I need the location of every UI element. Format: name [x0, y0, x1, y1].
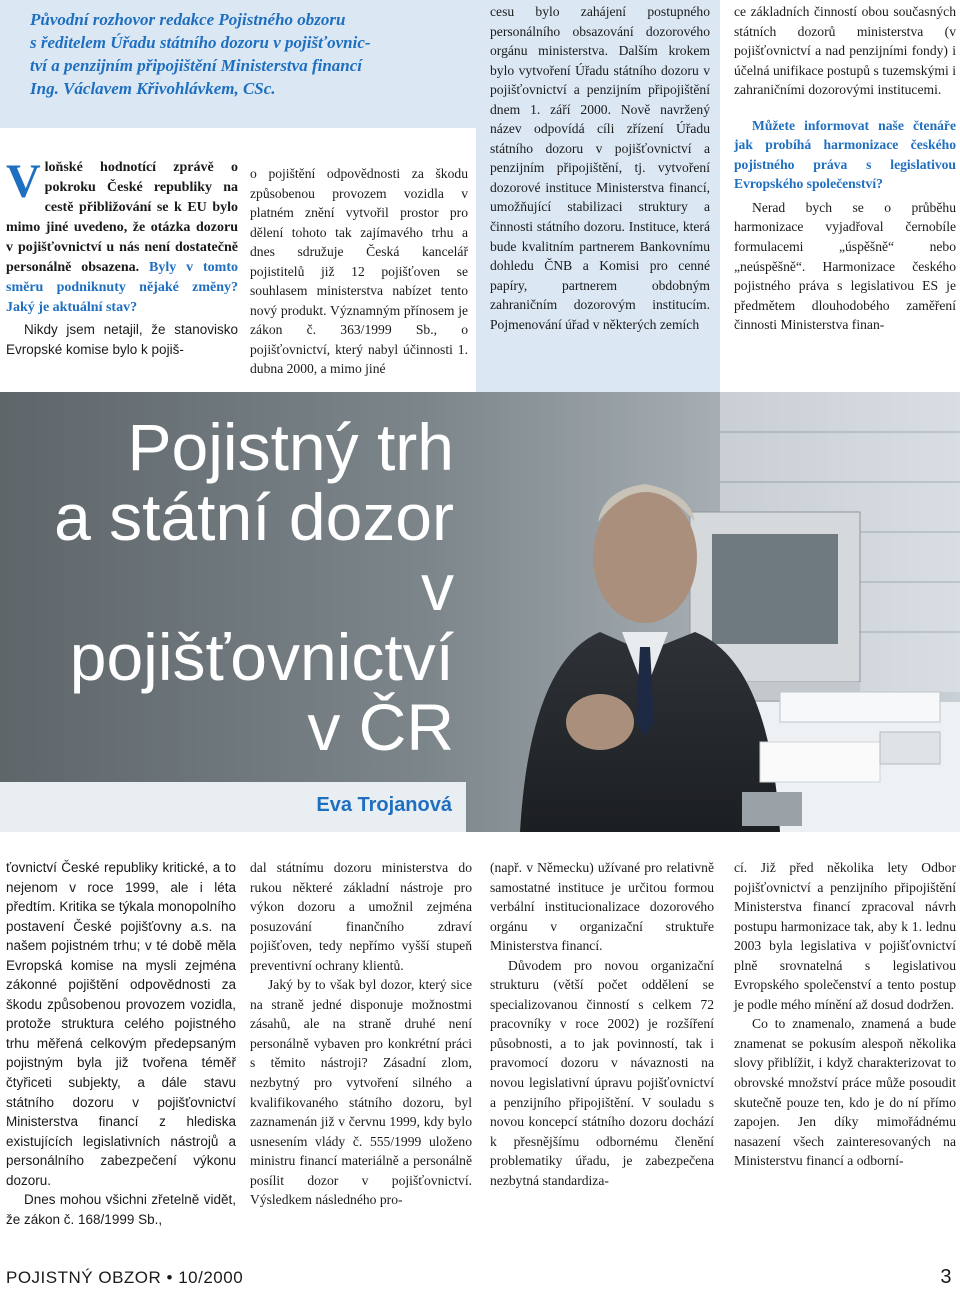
bottom-column-2: [250, 858, 472, 1210]
page-number: 3: [940, 1266, 952, 1288]
headline-line-3: v pojišťovnictví: [69, 550, 454, 694]
drop-cap: V: [6, 155, 41, 208]
lead-answer: Nikdy jsem netajil, že stanovisko Evropské komise bylo k pojiš-: [6, 322, 238, 357]
top-column-4: [734, 2, 956, 335]
lead-column: [6, 155, 239, 359]
bottom-col3-p1: (např. v Německu) užívané pro relativně samostatné instituce je určitou formou verbální institucionalizace dozorového orgánu v organizační struktuře Ministerstva financí.: [490, 860, 714, 954]
bottom-column-3: [490, 858, 714, 1190]
bottom-col2-p1: dal státnímu dozoru ministerstva do rukou některé základní nástroje pro výkon dozoru a umožnil zejména posuzování finančního zdraví pojišťoven, tedy nepřímo vyšší stupeň preventivní ochrany klientů.: [250, 860, 472, 973]
intro-title: Původní rozhovor redakce Pojistného obzoru s ředitelem Úřadu státního dozoru v pojišťovnic- tví a penzijním připojištění Ministerstva financí Ing. Václavem Křivohlávkem, CSc.: [30, 10, 371, 98]
bottom-col1-p1: ťovnictví České republiky kritické, a to nejenom v roce 1999, ale i léta předtím. Kritika se týkala monopolního postavení České pojišťovny a.s. na našem pojistném trhu; v té době měla Evropská komise na mysli zejména zákonné pojištění odpovědnosti za škodu způsobenou provozem vozidla, protože struktura celého pojistného trhu měřená celkovým předepsaným pojistným byla již tvořena téměř čtyřiceti subjekty, a dále stavu státního dozoru v pojišťovnictví Ministerstva financí z hlediska existujících legislativních nástrojů a personálního zabezpečení výkonu dozoru.: [6, 860, 236, 1188]
top-col4-question: Můžete informovat naše čtenáře jak probíhá harmonizace českého pojistného práva s legislativou Evropského společenství?: [734, 117, 956, 192]
intro-box: [0, 0, 476, 128]
top-column-3-box: [476, 0, 720, 392]
bottom-column-4: [734, 858, 956, 1171]
author-box: [0, 782, 466, 832]
feature-photo: [0, 392, 960, 832]
bottom-col2-p2: Jaký by to však byl dozor, který sice na straně jedné disponuje možnostmi zásahů, ale na straně druhé není personálně vybaven pro konkrétní práci s těmito nástroji? Zásadní zlom, nezbytný pro vytvoření silného a kvalifikovaného státního dozoru, byl zaznamenán již v červnu 1999, kdy bylo usnesením vlády č. 555/1999 uloženo ministru financí materiálně a personálně posílit dozor v pojišťovnictví. Výsledkem následného pro-: [250, 977, 472, 1208]
headline-line-4: v ČR: [307, 690, 454, 764]
bottom-col4-p2: Co to znamenalo, znamená a bude znamenat se pokusím alespoň několika slovy přiblížit, i když charakterizovat to obrovské množství práce může posoudit skutečně pouze ten, kdo je do ní přímo zapojen. Jen díky mimořádnému nasazení všech zainteresovaných na Ministerstvu financí a odborní-: [734, 1016, 956, 1169]
headline: [20, 412, 454, 762]
lead-question: Vloňské hodnotící zprávě o pokroku České republiky na cestě přibližování se k EU bylo mimo jiné uvedeno, že otázka dozoru v pojišťovnictví u nás není dostatečně personálně obsazena. Byly v tomto směru podniknuty nějaké změny? Jaký je aktuální stav?: [6, 155, 239, 315]
author-name: Eva Trojanová: [316, 794, 452, 816]
bottom-column-1: [6, 858, 236, 1229]
bottom-col1-p2: Dnes mohou všichni zřetelně vidět, že zákon č. 168/1999 Sb.,: [6, 1192, 236, 1227]
top-col2-text: o pojištění odpovědnosti za škodu způsobenou provozem vozidla v platném znění vytvořil prostor pro dělení tohoto tak zajímavého trhu a dnes sdružuje Česká kancelář pojistitelů již 12 pojišťoven se souhlasem ministerstva nabízet tento nový produkt. Významným přínosem je zákon č. 363/1999 Sb., o pojišťovnictví, který nabyl účinnosti 1. dubna 2000, a mimo jiné: [250, 166, 468, 377]
bottom-col3-p2: Důvodem pro novou organizační strukturu (větší počet oddělení se specializovanou činností s celkem 72 pracovníky v roce 2002) je rozšíření působnosti, a to jak povinností, tak i pravomocí dozoru v návaznosti na novou legislativní úpravu pojišťovnictví a penzijního připojištění. V souladu s novou koncepcí státního dozoru dochází k přesnějšímu odbornému členění problematiky úřadu, je zabezpečena nezbytná standardiza-: [490, 957, 714, 1188]
headline-line-1: Pojistný trh: [127, 410, 454, 484]
top-col4-text: ce základních činností obou současných státních dozorů ministerstva (v pojišťovnictví a nad penzijními fondy) i účelná unifikace postupů s tuzemskými i zahraničními dozorovými institucemi.: [734, 4, 956, 98]
top-col4-answer: Nerad bych se o průběhu harmonizace vyjadřoval černobíle formulacemi „úspěšně“ nebo „neúspěšně“. Harmonizace českého pojistného práva s legislativou ES je předmětem dlouhodobého zaměření činnosti Ministerstva finan-: [734, 199, 956, 333]
top-column-2: [250, 164, 468, 379]
top-col3-text: cesu bylo zahájení postupného personálního obsazování dozorového orgánu ministerstva. Dalším krokem bylo vytvoření Úřadu státního dozoru v pojišťovnictví a penzijním připojištění dnem 1. září 2000. Nově navržený název odpovídá cíli zřízení Úřadu státního dozoru v pojišťovnictví a penzijním připojištění, tj. vytvoření dozorové instituce Ministerstva financí, umožňující stabilizaci struktury a činnosti státního dozoru. Instituce, která bude kvalitním partnerem Bankovnímu dohledu ČNB a Komisi pro cenné papíry, partnerem obdobným zahraničním dozorovým institucím. Pojmenování úřad v některých zemích: [490, 4, 710, 332]
footer-publication: POJISTNÝ OBZOR • 10/2000: [6, 1268, 244, 1287]
bottom-col4-p1: cí. Již před několika lety Odbor pojišťovnictví a penzijního připojištění Ministerstva financí zpracoval návrh postupu harmonizace tak, aby k 1. lednu 2003 byla legislativa v pojišťovnictví plně srovnatelná s legislativou Evropského společenství a tento postup je podle mého mínění až dosud dodržen.: [734, 860, 956, 1012]
headline-line-2: a státní dozor: [54, 480, 454, 554]
